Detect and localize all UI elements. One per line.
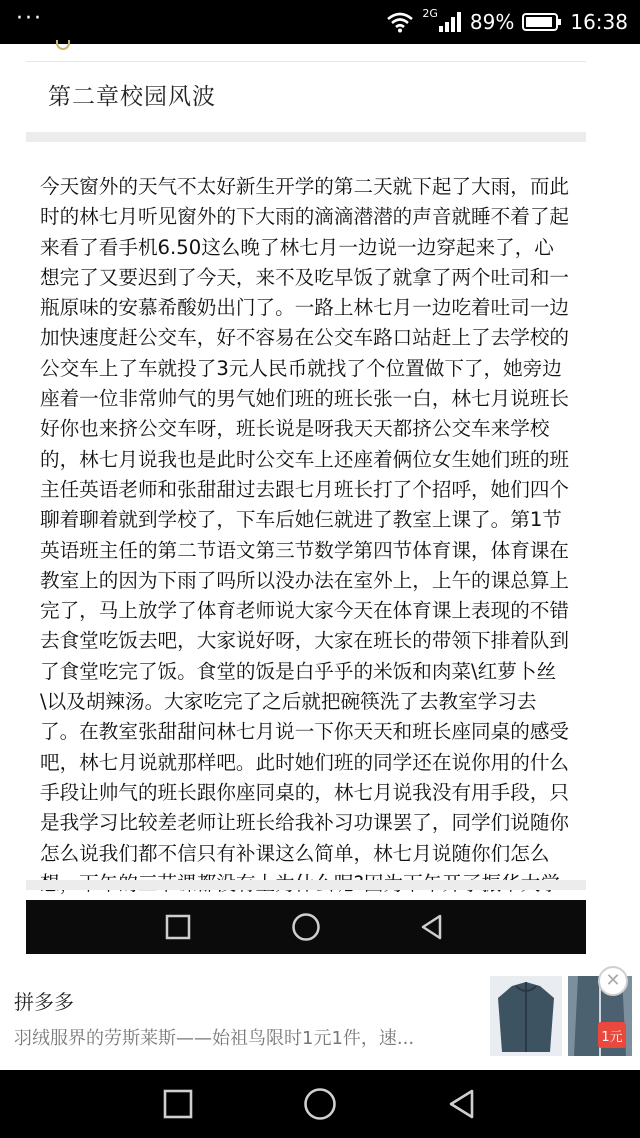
inner-back-button <box>402 900 462 954</box>
battery-icon <box>522 12 562 32</box>
circle-icon <box>291 912 321 942</box>
circle-icon <box>303 1087 337 1121</box>
recent-apps-button[interactable] <box>138 1070 218 1138</box>
ad-brand-name: 拼多多 <box>14 990 74 1014</box>
jacket-image <box>490 976 562 1056</box>
title-divider <box>26 132 586 142</box>
chapter-screenshot <box>26 44 586 954</box>
clock-time: 16:38 <box>570 10 628 34</box>
partial-logo-icon <box>56 40 70 50</box>
wifi-icon <box>386 11 414 33</box>
square-icon <box>165 914 191 940</box>
triangle-back-icon <box>418 913 446 941</box>
status-right-group <box>386 0 628 44</box>
signal-icon <box>438 11 462 33</box>
top-strip <box>26 44 586 62</box>
ad-product-image[interactable] <box>490 976 562 1056</box>
network-type-label: 2G <box>422 6 438 20</box>
status-bar <box>0 0 640 44</box>
notification-dots: ··· <box>16 6 43 31</box>
square-icon <box>163 1089 193 1119</box>
phone-nav-bar <box>0 1070 640 1138</box>
inner-nav-bar <box>26 900 586 954</box>
ad-description[interactable]: 羽绒服界的劳斯莱斯——始祖鸟限时1元1件，速... <box>14 1028 415 1049</box>
battery-percent: 89% <box>469 10 515 34</box>
ad-banner[interactable] <box>0 954 640 1070</box>
close-icon[interactable]: ✕ <box>598 966 628 996</box>
chapter-title: 第二章校园风波 <box>48 84 216 110</box>
inner-home-button <box>276 900 336 954</box>
triangle-back-icon <box>446 1088 478 1120</box>
body-divider <box>26 880 586 890</box>
home-button[interactable] <box>280 1070 360 1138</box>
chapter-body-text: 今天窗外的天气不太好新生开学的第二天就下起了大雨，而此时的林七月听见窗外的下大雨的滴滴潜潜的声音就睡不着了起来看了看手机6.50这么晚了林七月一边说一边穿起来了，心想完了又要迟到了今天，来不及吃早饭了就拿了两个吐司和一瓶原味的安慕希酸奶出门了。一路上林七月一边吃着吐司一边加快速度赶公交车，好不容易在公交车路口站赶上了去学校的公交车上了车就投了3元人民币就找了个位置做下了，她旁边座着一位非常帅气的男气她们班的班长张一白，林七月说班长好你也来挤公交车呀，班长说是呀我天天都挤公交车来学校的，林七月说我也是此时公交车上还座着俩位女生她们班的班主任英语老师和张甜甜过去跟七月班长打了个招呼，她们四个聊着聊着就到学校了，下车后她仨就进了教室上课了。第1节英语班主任的第二节语文第三节数学第四节体育课，体育课在教室上的因为下雨了吗所以没办法在室外上，上午的课总算上完了，马上放学了体育老师说大家今天在体育课上表现的不错去食堂吃饭去吧，大家说好呀，大家在班长的带领下排着队到了食堂吃完了饭。食堂的饭是白乎乎的米饭和肉菜\红萝卜丝\以及胡辣汤。大家吃完了之后就把碗筷洗了去教室学习去了。在教室张甜甜问林七月说一下你天天和班长座同桌的感受吧，林七月说就那样吧。此时她们班的同学还在说你用的什么手段让帅气的班长跟你座同桌的，林七月说我没有用手段，只是我学习比较差老师让班长给我补习功课罢了，同学们说随你怎么说我们都不信只有补课这么简单，林七月说随你们怎么 <box>40 175 570 865</box>
back-button[interactable] <box>422 1070 502 1138</box>
inner-recent-button <box>148 900 208 954</box>
ad-price-tag: 1元 <box>598 1022 626 1048</box>
